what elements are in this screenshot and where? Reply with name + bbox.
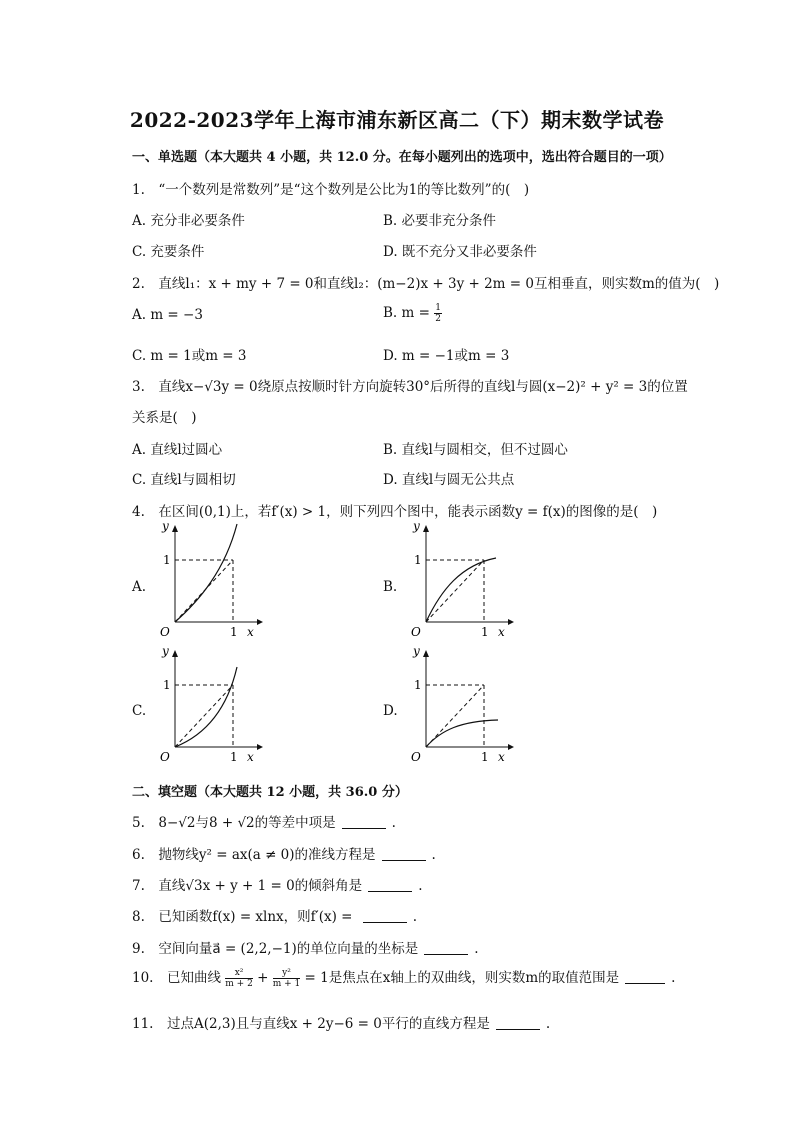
graph-b-letter: B. [383, 579, 398, 595]
question-5 [132, 811, 396, 831]
fraction-denominator: m + 2 [225, 979, 253, 989]
answer-blank [342, 816, 386, 829]
graph-d [396, 645, 516, 767]
graph-a-origin: O [160, 625, 170, 639]
section-heading-single-choice: 一、单选题（本大题共 4 小题，共 12.0 分。在每小题列出的选项中，选出符合题目的一项） [132, 150, 672, 165]
graph-c-x-label: x [247, 750, 254, 764]
q3-option-a: A. 直线l过圆心 [132, 442, 223, 458]
question-7-tail: . [418, 878, 423, 894]
graph-b-x-tick: 1 [481, 625, 489, 639]
graph-d-x-label: x [498, 750, 505, 764]
question-5-stem: 5. 8−√2与8 + √2的等差中项是 [132, 815, 336, 831]
graph-d-x-tick: 1 [481, 750, 489, 764]
q3-option-c: C. 直线l与圆相切 [132, 472, 236, 488]
q1-option-a: A. 充分非必要条件 [132, 213, 245, 229]
question-3-stem-line1: 3. 直线x−√3y = 0绕原点按顺时针方向旋转30°后所得的直线l与圆(x−2)² + y² = 3的位置 [132, 379, 688, 395]
question-8-stem: 8. 已知函数f(x) = xlnx，则f′(x) = [132, 909, 357, 925]
graph-a-x-label: x [247, 625, 254, 639]
q1-option-d: D. 既不充分又非必要条件 [383, 244, 537, 260]
q10-plus: + [257, 970, 269, 986]
q3-option-b: B. 直线l与圆相交，但不过圆心 [383, 442, 568, 458]
graph-b [396, 520, 516, 642]
question-11-stem: 11. 过点A(2,3)且与直线x + 2y−6 = 0平行的直线方程是 [132, 1016, 490, 1032]
answer-blank [363, 910, 407, 923]
graph-c-letter: C. [132, 703, 147, 719]
question-11 [132, 1012, 550, 1032]
question-8-tail: . [412, 909, 418, 925]
q2-option-a: A. m = −3 [132, 307, 203, 323]
answer-blank [496, 1017, 540, 1030]
fraction-denominator: 2 [435, 314, 441, 324]
question-10-suffix: = 1是焦点在x轴上的双曲线，则实数m的取值范围是 [304, 970, 620, 986]
graph-d-origin: O [411, 750, 421, 764]
answer-blank [625, 971, 665, 984]
graph-a-letter: A. [132, 579, 147, 595]
question-9-tail: . [474, 941, 479, 957]
q1-option-b: B. 必要非充分条件 [383, 213, 497, 229]
graph-b-y-label: y [413, 520, 420, 533]
question-1-stem: 1. “一个数列是常数列”是“这个数列是公比为1的等比数列”的( ) [132, 182, 530, 198]
question-9-stem: 9. 空间向量a⃗ = (2,2,−1)的单位向量的坐标是 [132, 941, 419, 957]
question-4-stem: 4. 在区间(0,1)上，若f′(x) > 1，则下列四个图中，能表示函数y = f(x)的图像的是( ) [132, 504, 658, 520]
fraction-denominator: m + 1 [272, 979, 301, 989]
section-heading-fill-in: 二、填空题（本大题共 12 小题，共 36.0 分） [132, 785, 408, 800]
question-7 [132, 874, 422, 894]
q1-option-c: C. 充要条件 [132, 244, 205, 260]
graph-d-letter: D. [383, 703, 398, 719]
question-6 [132, 843, 436, 863]
fraction-numerator: x² [225, 968, 253, 979]
page-title: 2022-2023学年上海市浦东新区高二（下）期末数学试卷 [129, 108, 665, 132]
question-10-tail: . [671, 970, 676, 986]
question-11-tail: . [545, 1016, 551, 1032]
graph-b-y-tick: 1 [414, 553, 422, 567]
graph-b-origin: O [411, 625, 421, 639]
question-5-tail: . [391, 815, 396, 831]
q2-option-d: D. m = −1或m = 3 [383, 348, 510, 364]
answer-blank [424, 942, 468, 955]
graph-c [145, 645, 265, 767]
graph-a-x-tick: 1 [230, 625, 238, 639]
fraction-numerator: y² [273, 968, 301, 979]
graph-d-y-tick: 1 [414, 678, 422, 692]
q2-option-b-fraction [434, 303, 442, 324]
question-10-prefix: 10. 已知曲线 [132, 970, 221, 986]
q2-option-c: C. m = 1或m = 3 [132, 348, 247, 364]
q2-option-b [383, 303, 442, 324]
question-10 [132, 966, 675, 989]
q2-option-b-label: B. m = [383, 305, 430, 321]
question-3-stem-line2: 关系是( ) [132, 410, 197, 426]
question-6-tail: . [431, 847, 436, 863]
graph-c-y-label: y [162, 645, 169, 658]
graph-c-y-tick: 1 [163, 678, 171, 692]
graph-a-y-label: y [162, 520, 169, 533]
q3-option-d: D. 直线l与圆无公共点 [383, 472, 515, 488]
fraction-numerator: 1 [435, 303, 441, 313]
q10-fraction-x [225, 968, 253, 989]
question-6-stem: 6. 抛物线y² = ax(a ≠ 0)的准线方程是 [132, 847, 376, 863]
question-7-stem: 7. 直线√3x + y + 1 = 0的倾斜角是 [132, 878, 363, 894]
graph-d-y-label: y [413, 645, 420, 658]
question-8 [132, 905, 417, 925]
question-2-stem: 2. 直线l₁：x + my + 7 = 0和直线l₂：(m−2)x + 3y + 2m = 0互相垂直，则实数m的值为( ) [132, 276, 720, 292]
graph-a-y-tick: 1 [163, 553, 171, 567]
q10-fraction-y [273, 968, 301, 989]
graph-c-x-tick: 1 [230, 750, 238, 764]
graph-c-origin: O [160, 750, 170, 764]
answer-blank [368, 879, 412, 892]
graph-a [145, 520, 265, 642]
answer-blank [382, 848, 426, 861]
question-9 [132, 937, 479, 957]
graph-b-x-label: x [498, 625, 505, 639]
